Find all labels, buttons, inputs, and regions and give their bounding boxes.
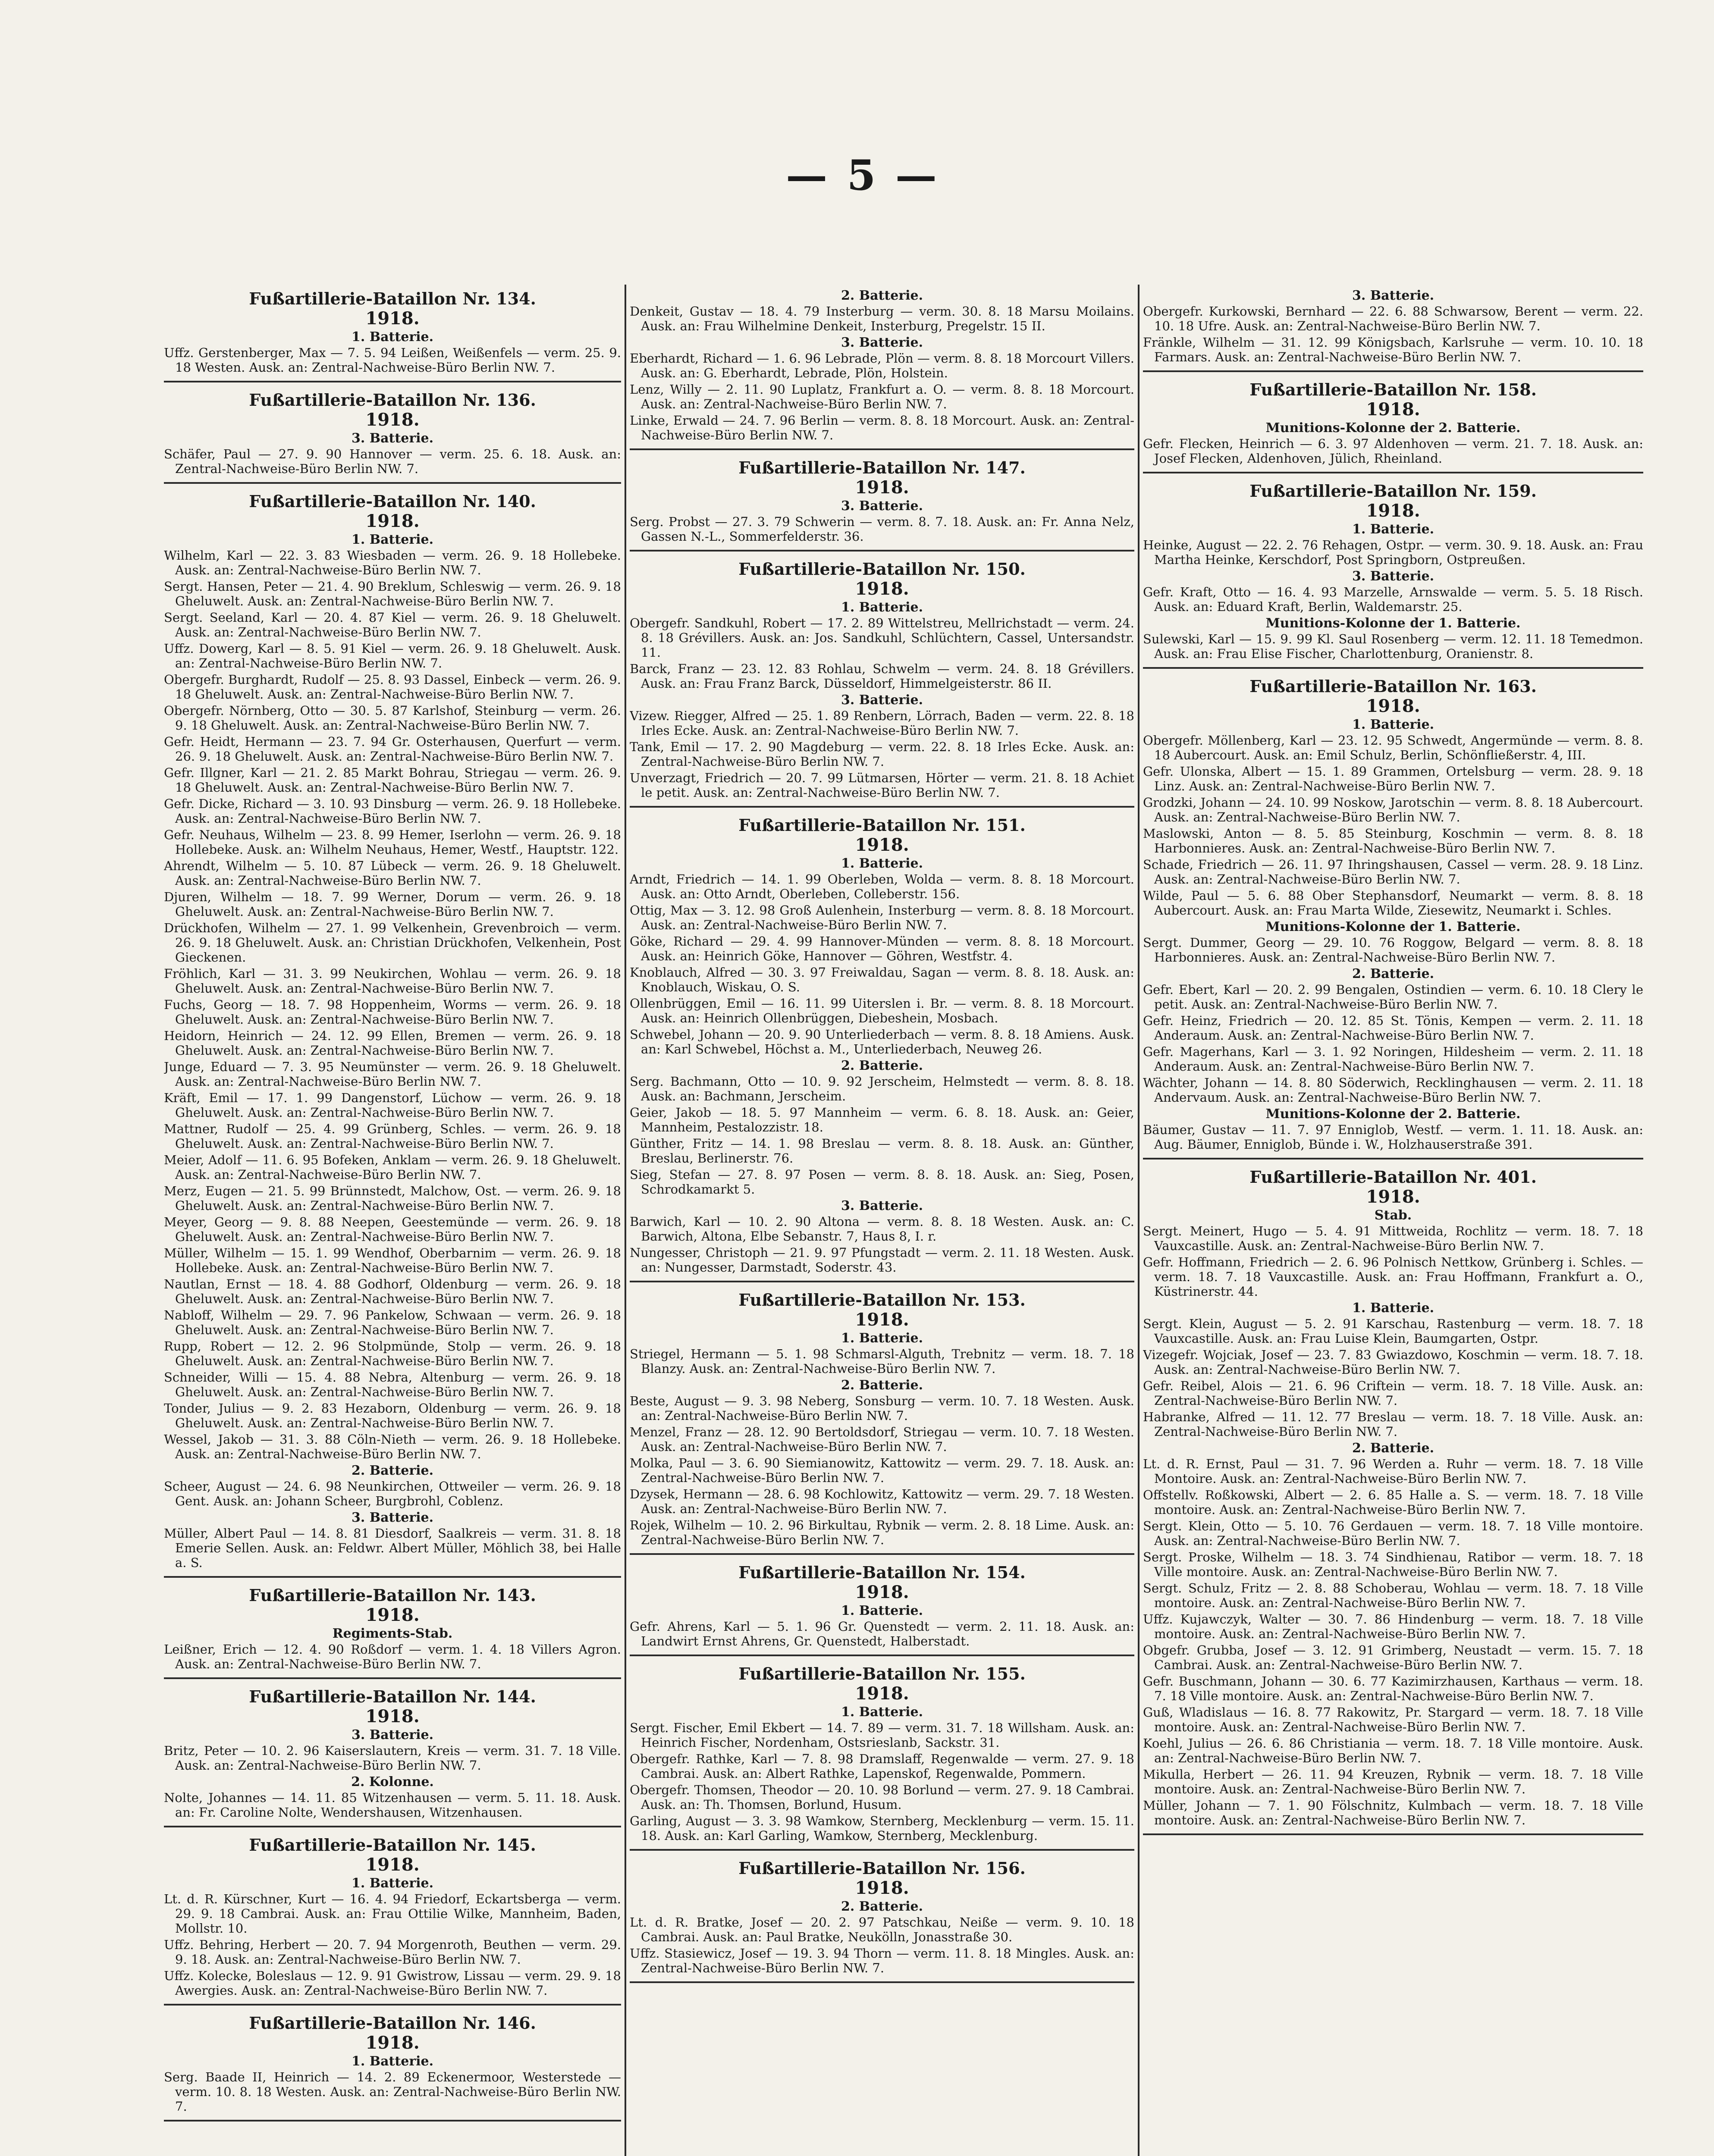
casualty-entry: Fränkle, Wilhelm — 31. 12. 99 Königsbach, Karlsruhe — verm. 10. 10. 18 Farmars. Ausk. an: Zentral-Nachweise-Büro Berlin NW. 7. — [1143, 335, 1643, 364]
casualty-entry: Maslowski, Anton — 8. 5. 85 Steinburg, Koschmin — verm. 8. 8. 18 Harbonnieres. Ausk. an: Zentral-Nachweise-Büro Berlin NW. 7. — [1143, 826, 1643, 856]
casualty-entry: Junge, Eduard — 7. 3. 95 Neumünster — verm. 26. 9. 18 Gheluwelt. Ausk. an: Zentral-Nachweise-Büro Berlin NW. 7. — [164, 1059, 621, 1089]
casualty-entry: Kräft, Emil — 17. 1. 99 Dangenstorf, Lüchow — verm. 26. 9. 18 Gheluwelt. Ausk. an: Zentral-Nachweise-Büro Berlin NW. 7. — [164, 1091, 621, 1120]
casualty-entry: Heinke, August — 22. 2. 76 Rehagen, Ostpr. — verm. 30. 9. 18. Ausk. an: Frau Martha Heinke, Kerschdorf, Post Springborn, Ostpreußen. — [1143, 538, 1643, 567]
casualty-entry: Serg. Baade II, Heinrich — 14. 2. 89 Eckenermoor, Westerstede — verm. 10. 8. 18 Westen. Ausk. an: Zentral-Nachweise-Büro Berlin NW. 7. — [164, 2070, 621, 2114]
battery-title: 2. Batterie. — [351, 1463, 434, 1478]
unit-year: 1918. — [365, 2033, 420, 2053]
unit-title: Fußartillerie-Bataillon Nr. 150. — [738, 559, 1026, 579]
battery-title: 3. Batterie. — [841, 693, 923, 708]
casualty-entry: Meier, Adolf — 11. 6. 95 Bofeken, Anklam — verm. 26. 9. 18 Gheluwelt. Ausk. an: Zentral-Nachweise-Büro Berlin NW. 7. — [164, 1153, 621, 1182]
casualty-entry: Obergefr. Rathke, Karl — 7. 8. 98 Dramslaff, Regenwalde — verm. 27. 9. 18 Cambrai. Ausk. an: Albert Rathke, Lapenskof, Regenwalde, Pommern. — [630, 1752, 1134, 1781]
unit-block — [164, 285, 621, 382]
unit-title: Fußartillerie-Bataillon Nr. 134. — [249, 289, 536, 308]
casualty-entry: Müller, Albert Paul — 14. 8. 81 Diesdorf, Saalkreis — verm. 31. 8. 18 Emerie Sellen. Ausk. an: Feldwr. Albert Müller, Möhlich 38, bei Halle a. S. — [164, 1526, 621, 1570]
unit-year: 1918. — [855, 1582, 909, 1602]
casualty-entry: Rojek, Wilhelm — 10. 2. 96 Birkultau, Rybnik — verm. 2. 8. 18 Lime. Ausk. an: Zentral-Nachweise-Büro Berlin NW. 7. — [630, 1518, 1134, 1547]
casualty-entry: Sergt. Schulz, Fritz — 2. 8. 88 Schoberau, Wohlau — verm. 18. 7. 18 Ville montoire. Ausk. an: Zentral-Nachweise-Büro Berlin NW. 7. — [1143, 1581, 1643, 1610]
casualty-entry: Eberhardt, Richard — 1. 6. 96 Lebrade, Plön — verm. 8. 8. 18 Morcourt Villers. Ausk. an: G. Eberhardt, Lebrade, Plön, Holstein. — [630, 351, 1134, 380]
casualty-entry: Gefr. Neuhaus, Wilhelm — 23. 8. 99 Hemer, Iserlohn — verm. 26. 9. 18 Hollebeke. Ausk. an: Wilhelm Neuhaus, Hemer, Westf., Hauptstr. 122. — [164, 827, 621, 857]
casualty-entry: Sergt. Fischer, Emil Ekbert — 14. 7. 89 — verm. 31. 7. 18 Willsham. Ausk. an: Heinrich Fischer, Nordenham, Ostsrieslanb, Sackstr. 31. — [630, 1720, 1134, 1750]
casualty-entry: Schneider, Willi — 15. 4. 88 Nebra, Altenburg — verm. 26. 9. 18 Gheluwelt. Ausk. an: Zentral-Nachweise-Büro Berlin NW. 7. — [164, 1370, 621, 1399]
casualty-entry: Nautlan, Ernst — 18. 4. 88 Godhorf, Oldenburg — verm. 26. 9. 18 Gheluwelt. Ausk. an: Zentral-Nachweise-Büro Berlin NW. 7. — [164, 1277, 621, 1306]
casualty-entry: Linke, Erwald — 24. 7. 96 Berlin — verm. 8. 8. 18 Morcourt. Ausk. an: Zentral-Nachweise-Büro Berlin NW. 7. — [630, 413, 1134, 442]
casualty-entry: Lt. d. R. Kürschner, Kurt — 16. 4. 94 Friedorf, Eckartsberga — verm. 29. 9. 18 Cambrai. Ausk. an: Frau Ottilie Wilke, Mannheim, Baden, Mollstr. 10. — [164, 1892, 621, 1936]
casualty-entry: Barwich, Karl — 10. 2. 90 Altona — verm. 8. 8. 18 Westen. Ausk. an: C. Barwich, Altona, Elbe Sebanstr. 7, Haus 8, I. r. — [630, 1214, 1134, 1244]
casualty-entry: Obgefr. Grubba, Josef — 3. 12. 91 Grimberg, Neustadt — verm. 15. 7. 18 Cambrai. Ausk. an: Zentral-Nachweise-Büro Berlin NW. 7. — [1143, 1643, 1643, 1672]
unit-year: 1918. — [1366, 399, 1420, 420]
casualty-entry: Uffz. Behring, Herbert — 20. 7. 94 Morgenroth, Beuthen — verm. 29. 9. 18. Ausk. an: Zentral-Nachweise-Büro Berlin NW. 7. — [164, 1937, 621, 1967]
battery-title: 1. Batterie. — [1352, 522, 1435, 537]
unit-year: 1918. — [365, 1706, 420, 1727]
page-number: — 5 — — [786, 151, 939, 200]
battery-title: 1. Batterie. — [841, 856, 923, 871]
unit-block — [164, 386, 621, 484]
casualty-entry: Tank, Emil — 17. 2. 90 Magdeburg — verm. 22. 8. 18 Irles Ecke. Ausk. an: Zentral-Nachweise-Büro Berlin NW. 7. — [630, 740, 1134, 769]
battery-title: 2. Kolonne. — [351, 1774, 434, 1789]
casualty-entry: Garling, August — 3. 3. 98 Wamkow, Sternberg, Mecklenburg — verm. 15. 11. 18. Ausk. an: Karl Garling, Wamkow, Sternberg, Mecklenburg. — [630, 1814, 1134, 1843]
casualty-entry: Obergefr. Möllenberg, Karl — 23. 12. 95 Schwedt, Angermünde — verm. 8. 8. 18 Aubercourt. Ausk. an: Emil Schulz, Berlin, Schönfließerstr. 4, III. — [1143, 733, 1643, 762]
casualty-entry: Gefr. Ebert, Karl — 20. 2. 99 Bengalen, Ostindien — verm. 6. 10. 18 Clery le petit. Ausk. an: Zentral-Nachweise-Büro Berlin NW. 7. — [1143, 982, 1643, 1012]
unit-block — [1143, 285, 1643, 372]
unit-year: 1918. — [365, 410, 420, 430]
casualty-entry: Koehl, Julius — 26. 6. 86 Christiania — verm. 18. 7. 18 Ville montoire. Ausk. an: Zentral-Nachweise-Büro Berlin NW. 7. — [1143, 1736, 1643, 1765]
unit-year: 1918. — [855, 1878, 909, 1898]
casualty-entry: Gefr. Ulonska, Albert — 15. 1. 89 Grammen, Ortelsburg — verm. 28. 9. 18 Linz. Ausk. an: Zentral-Nachweise-Büro Berlin NW. 7. — [1143, 764, 1643, 793]
battery-title: 1. Batterie. — [841, 600, 923, 615]
casualty-entry: Gefr. Heidt, Hermann — 23. 7. 94 Gr. Osterhausen, Querfurt — verm. 26. 9. 18 Gheluwelt. Ausk. an: Zentral-Nachweise-Büro Berlin NW. 7. — [164, 734, 621, 764]
unit-title: Fußartillerie-Bataillon Nr. 401. — [1249, 1167, 1537, 1187]
unit-block — [630, 1660, 1134, 1851]
casualty-entry: Sergt. Klein, Otto — 5. 10. 76 Gerdauen — verm. 18. 7. 18 Ville montoire. Ausk. an: Zentral-Nachweise-Büro Berlin NW. 7. — [1143, 1519, 1643, 1548]
casualty-entry: Geier, Jakob — 18. 5. 97 Mannheim — verm. 6. 8. 18. Ausk. an: Geier, Mannheim, Pestalozzistr. 18. — [630, 1105, 1134, 1134]
battery-title: 3. Batterie. — [1352, 288, 1435, 303]
casualty-entry: Gefr. Dicke, Richard — 3. 10. 93 Dinsburg — verm. 26. 9. 18 Hollebeke. Ausk. an: Zentral-Nachweise-Büro Berlin NW. 7. — [164, 796, 621, 826]
casualty-entry: Sergt. Meinert, Hugo — 5. 4. 91 Mittweida, Rochlitz — verm. 18. 7. 18 Vauxcastille. Ausk. an: Zentral-Nachweise-Büro Berlin NW. 7. — [1143, 1224, 1643, 1253]
casualty-entry: Molka, Paul — 3. 6. 90 Siemianowitz, Kattowitz — verm. 29. 7. 18. Ausk. an: Zentral-Nachweise-Büro Berlin NW. 7. — [630, 1456, 1134, 1485]
casualty-entry: Uffz. Dowerg, Karl — 8. 5. 91 Kiel — verm. 26. 9. 18 Gheluwelt. Ausk. an: Zentral-Nachweise-Büro Berlin NW. 7. — [164, 641, 621, 671]
unit-year: 1918. — [365, 511, 420, 531]
unit-year: 1918. — [365, 1855, 420, 1875]
casualty-entry: Serg. Bachmann, Otto — 10. 9. 92 Jerscheim, Helmstedt — verm. 8. 8. 18. Ausk. an: Bachmann, Jerscheim. — [630, 1074, 1134, 1103]
casualty-entry: Lt. d. R. Ernst, Paul — 31. 7. 96 Werden a. Ruhr — verm. 18. 7. 18 Ville Montoire. Ausk. an: Zentral-Nachweise-Büro Berlin NW. 7. — [1143, 1457, 1643, 1486]
battery-title: 3. Batterie. — [841, 335, 923, 350]
casualty-entry: Günther, Fritz — 14. 1. 98 Breslau — verm. 8. 8. 18. Ausk. an: Günther, Breslau, Berlinerstr. 76. — [630, 1136, 1134, 1166]
battery-title: 1. Batterie. — [841, 1331, 923, 1346]
casualty-entry: Wilde, Paul — 5. 6. 88 Ober Stephansdorf, Neumarkt — verm. 8. 8. 18 Aubercourt. Ausk. an: Frau Marta Wilde, Ziesewitz, Neumarkt i. Schles. — [1143, 888, 1643, 918]
unit-year: 1918. — [365, 308, 420, 329]
casualty-entry: Scheer, August — 24. 6. 98 Neunkirchen, Ottweiler — verm. 26. 9. 18 Gent. Ausk. an: Johann Scheer, Burgbrohl, Coblenz. — [164, 1479, 621, 1508]
unit-year: 1918. — [1366, 1187, 1420, 1207]
battery-title: 1. Batterie. — [1352, 1300, 1435, 1316]
casualty-entry: Lenz, Willy — 2. 11. 90 Luplatz, Frankfurt a. O. — verm. 8. 8. 18 Morcourt. Ausk. an: Zentral-Nachweise-Büro Berlin NW. 7. — [630, 382, 1134, 411]
casualty-entry: Gefr. Buschmann, Johann — 30. 6. 77 Kazimirzhausen, Karthaus — verm. 18. 7. 18 Ville montoire. Ausk. an: Zentral-Nachweise-Büro Berlin NW. 7. — [1143, 1674, 1643, 1703]
unit-block — [630, 285, 1134, 450]
document-page — [69, 86, 1648, 2156]
unit-title: Fußartillerie-Bataillon Nr. 156. — [738, 1858, 1026, 1878]
column-divider — [625, 285, 626, 2156]
casualty-entry: Schade, Friedrich — 26. 11. 97 Ihringshausen, Cassel — verm. 28. 9. 18 Linz. Ausk. an: Zentral-Nachweise-Büro Berlin NW. 7. — [1143, 857, 1643, 887]
casualty-entry: Wilhelm, Karl — 22. 3. 83 Wiesbaden — verm. 26. 9. 18 Hollebeke. Ausk. an: Zentral-Nachweise-Büro Berlin NW. 7. — [164, 548, 621, 577]
unit-block — [630, 555, 1134, 808]
casualty-entry: Gefr. Illgner, Karl — 21. 2. 85 Markt Bohrau, Striegau — verm. 26. 9. 18 Gheluwelt. Ausk. an: Zentral-Nachweise-Büro Berlin NW. 7. — [164, 765, 621, 795]
unit-block — [630, 1854, 1134, 1983]
battery-title: 3. Batterie. — [841, 1198, 923, 1213]
casualty-entry: Obergefr. Nörnberg, Otto — 30. 5. 87 Karlshof, Steinburg — verm. 26. 9. 18 Gheluwelt. Ausk. an: Zentral-Nachweise-Büro Berlin NW. 7. — [164, 703, 621, 733]
unit-title: Fußartillerie-Bataillon Nr. 136. — [249, 390, 536, 410]
battery-title: Munitions-Kolonne der 2. Batterie. — [1265, 420, 1521, 436]
casualty-entry: Menzel, Franz — 28. 12. 90 Bertoldsdorf, Striegau — verm. 10. 7. 18 Westen. Ausk. an: Zentral-Nachweise-Büro Berlin NW. 7. — [630, 1425, 1134, 1454]
casualty-entry: Uffz. Kolecke, Boleslaus — 12. 9. 91 Gwistrow, Lissau — verm. 29. 9. 18 Awergies. Ausk. an: Zentral-Nachweise-Büro Berlin NW. 7. — [164, 1968, 621, 1998]
battery-title: 3. Batterie. — [351, 1727, 434, 1742]
casualty-entry: Drückhofen, Wilhelm — 27. 1. 99 Velkenhein, Grevenbroich — verm. 26. 9. 18 Gheluwelt. Ausk. an: Christian Drückhofen, Velkenhein, Post Gieckenen. — [164, 921, 621, 965]
unit-year: 1918. — [855, 579, 909, 599]
battery-title: 3. Batterie. — [1352, 569, 1435, 584]
unit-title: Fußartillerie-Bataillon Nr. 154. — [738, 1563, 1026, 1582]
casualty-entry: Dzysek, Hermann — 28. 6. 98 Kochlowitz, Kattowitz — verm. 29. 7. 18 Westen. Ausk. an: Zentral-Nachweise-Büro Berlin NW. 7. — [630, 1487, 1134, 1516]
unit-title: Fußartillerie-Bataillon Nr. 147. — [738, 458, 1026, 477]
casualty-entry: Gefr. Ahrens, Karl — 5. 1. 96 Gr. Quenstedt — verm. 2. 11. 18. Ausk. an: Landwirt Ernst Ahrens, Gr. Quenstedt, Halberstadt. — [630, 1619, 1134, 1648]
unit-title: Fußartillerie-Bataillon Nr. 144. — [249, 1687, 536, 1706]
battery-title: 1. Batterie. — [351, 532, 434, 547]
unit-block — [630, 811, 1134, 1282]
battery-title: 1. Batterie. — [841, 1603, 923, 1618]
casualty-entry: Bäumer, Gustav — 11. 7. 97 Enniglob, Westf. — verm. 1. 11. 18. Ausk. an: Aug. Bäumer, Enniglob, Bünde i. W., Holzhauserstraße 391. — [1143, 1122, 1643, 1152]
casualty-entry: Ottig, Max — 3. 12. 98 Groß Aulenhein, Insterburg — verm. 8. 8. 18 Morcourt. Ausk. an: Zentral-Nachweise-Büro Berlin NW. 7. — [630, 903, 1134, 932]
casualty-entry: Sergt. Seeland, Karl — 20. 4. 87 Kiel — verm. 26. 9. 18 Gheluwelt. Ausk. an: Zentral-Nachweise-Büro Berlin NW. 7. — [164, 610, 621, 639]
casualty-entry: Müller, Johann — 7. 1. 90 Fölschnitz, Kulmbach — verm. 18. 7. 18 Ville montoire. Ausk. an: Zentral-Nachweise-Büro Berlin NW. 7. — [1143, 1798, 1643, 1827]
unit-block — [630, 1558, 1134, 1656]
casualty-entry: Arndt, Friedrich — 14. 1. 99 Oberleben, Wolda — verm. 8. 8. 18 Morcourt. Ausk. an: Otto Arndt, Oberleben, Colleberstr. 156. — [630, 872, 1134, 901]
battery-title: 1. Batterie. — [1352, 717, 1435, 732]
casualty-entry: Offstellv. Roßkowski, Albert — 2. 6. 85 Halle a. S. — verm. 18. 7. 18 Ville montoire. Ausk. an: Zentral-Nachweise-Büro Berlin NW. 7. — [1143, 1488, 1643, 1517]
casualty-entry: Obergefr. Thomsen, Theodor — 20. 10. 98 Borlund — verm. 27. 9. 18 Cambrai. Ausk. an: Th. Thomsen, Borlund, Husum. — [630, 1783, 1134, 1812]
battery-title: 3. Batterie. — [351, 1510, 434, 1525]
battery-title: 1. Batterie. — [351, 329, 434, 345]
unit-title: Fußartillerie-Bataillon Nr. 163. — [1249, 677, 1537, 696]
unit-title: Fußartillerie-Bataillon Nr. 155. — [738, 1664, 1026, 1683]
casualty-entry: Grodzki, Johann — 24. 10. 99 Noskow, Jarotschin — verm. 8. 8. 18 Aubercourt. Ausk. an: Zentral-Nachweise-Büro Berlin NW. 7. — [1143, 795, 1643, 824]
casualty-entry: Denkeit, Gustav — 18. 4. 79 Insterburg — verm. 30. 8. 18 Marsu Moilains. Ausk. an: Frau Wilhelmine Denkeit, Insterburg, Pregelstr. 15 II. — [630, 304, 1134, 333]
casualty-entry: Obergefr. Sandkuhl, Robert — 17. 2. 89 Wittelstreu, Mellrichstadt — verm. 24. 8. 18 Grévillers. Ausk. an: Jos. Sandkuhl, Schlüchtern, Cassel, Untersandstr. 11. — [630, 616, 1134, 660]
unit-year: 1918. — [855, 835, 909, 855]
casualty-entry: Fröhlich, Karl — 31. 3. 99 Neukirchen, Wohlau — verm. 26. 9. 18 Gheluwelt. Ausk. an: Zentral-Nachweise-Büro Berlin NW. 7. — [164, 966, 621, 996]
unit-block — [164, 1581, 621, 1679]
casualty-entry: Gefr. Hoffmann, Friedrich — 2. 6. 96 Polnisch Nettkow, Grünberg i. Schles. — verm. 18. 7. 18 Vauxcastille. Ausk. an: Frau Hoffmann, Frankfurt a. O., Küstrinerstr. 44. — [1143, 1255, 1643, 1299]
casualty-entry: Schäfer, Paul — 27. 9. 90 Hannover — verm. 25. 6. 18. Ausk. an: Zentral-Nachweise-Büro Berlin NW. 7. — [164, 447, 621, 476]
battery-title: Stab. — [1374, 1208, 1412, 1223]
casualty-entry: Meyer, Georg — 9. 8. 88 Neepen, Geestemünde — verm. 26. 9. 18 Gheluwelt. Ausk. an: Zentral-Nachweise-Büro Berlin NW. 7. — [164, 1215, 621, 1244]
casualty-entry: Gefr. Heinz, Friedrich — 20. 12. 85 St. Tönis, Kempen — verm. 2. 11. 18 Anderaum. Ausk. an: Zentral-Nachweise-Büro Berlin NW. 7. — [1143, 1013, 1643, 1043]
unit-year: 1918. — [855, 1683, 909, 1704]
battery-title: Munitions-Kolonne der 1. Batterie. — [1265, 616, 1521, 631]
unit-block — [630, 1286, 1134, 1555]
casualty-entry: Unverzagt, Friedrich — 20. 7. 99 Lütmarsen, Hörter — verm. 21. 8. 18 Achiet le petit. Ausk. an: Zentral-Nachweise-Büro Berlin NW. 7. — [630, 771, 1134, 800]
unit-title: Fußartillerie-Bataillon Nr. 145. — [249, 1835, 536, 1855]
unit-year: 1918. — [855, 477, 909, 498]
casualty-entry: Sergt. Dummer, Georg — 29. 10. 76 Roggow, Belgard — verm. 8. 8. 18 Harbonnieres. Ausk. an: Zentral-Nachweise-Büro Berlin NW. 7. — [1143, 935, 1643, 965]
casualty-entry: Sergt. Proske, Wilhelm — 18. 3. 74 Sindhienau, Ratibor — verm. 18. 7. 18 Ville montoire. Ausk. an: Zentral-Nachweise-Büro Berlin NW. 7. — [1143, 1550, 1643, 1579]
casualty-entry: Tonder, Julius — 9. 2. 83 Hezaborn, Oldenburg — verm. 26. 9. 18 Gheluwelt. Ausk. an: Zentral-Nachweise-Büro Berlin NW. 7. — [164, 1401, 621, 1430]
unit-block — [164, 487, 621, 1578]
casualty-entry: Müller, Wilhelm — 15. 1. 99 Wendhof, Oberbarnim — verm. 26. 9. 18 Hollebeke. Ausk. an: Zentral-Nachweise-Büro Berlin NW. 7. — [164, 1246, 621, 1275]
casualty-entry: Gefr. Flecken, Heinrich — 6. 3. 97 Aldenhoven — verm. 21. 7. 18. Ausk. an: Josef Flecken, Aldenhoven, Jülich, Rheinland. — [1143, 436, 1643, 466]
casualty-entry: Lt. d. R. Bratke, Josef — 20. 2. 97 Patschkau, Neiße — verm. 9. 10. 18 Cambrai. Ausk. an: Paul Bratke, Neukölln, Jonasstraße 30. — [630, 1915, 1134, 1944]
casualty-entry: Ollenbrüggen, Emil — 16. 11. 99 Uiterslen i. Br. — verm. 8. 8. 18 Morcourt. Ausk. an: Heinrich Ollenbrüggen, Diebeshein, Mosbach. — [630, 996, 1134, 1025]
casualty-entry: Nolte, Johannes — 14. 11. 85 Witzenhausen — verm. 5. 11. 18. Ausk. an: Fr. Caroline Nolte, Wendershausen, Witzenhausen. — [164, 1790, 621, 1820]
unit-title: Fußartillerie-Bataillon Nr. 158. — [1249, 380, 1537, 399]
unit-block — [1143, 672, 1643, 1159]
casualty-entry: Striegel, Hermann — 5. 1. 98 Schmarsl-Alguth, Trebnitz — verm. 18. 7. 18 Blanzy. Ausk. an: Zentral-Nachweise-Büro Berlin NW. 7. — [630, 1347, 1134, 1376]
unit-title: Fußartillerie-Bataillon Nr. 159. — [1249, 481, 1537, 501]
unit-block — [630, 454, 1134, 552]
casualty-entry: Sulewski, Karl — 15. 9. 99 Kl. Saul Rosenberg — verm. 12. 11. 18 Temedmon. Ausk. an: Frau Elise Fischer, Charlottenburg, Oranienstr. 8. — [1143, 632, 1643, 661]
casualty-entry: Uffz. Kujawczyk, Walter — 30. 7. 86 Hindenburg — verm. 18. 7. 18 Ville montoire. Ausk. an: Zentral-Nachweise-Büro Berlin NW. 7. — [1143, 1612, 1643, 1641]
column-3 — [1143, 285, 1643, 2156]
unit-block — [1143, 376, 1643, 473]
casualty-entry: Obergefr. Kurkowski, Bernhard — 22. 6. 88 Schwarsow, Berent — verm. 22. 10. 18 Ufre. Ausk. an: Zentral-Nachweise-Büro Berlin NW. 7. — [1143, 304, 1643, 333]
column-2 — [630, 285, 1134, 2156]
casualty-entry: Guß, Wladislaus — 16. 8. 77 Rakowitz, Pr. Stargard — verm. 18. 7. 18 Ville montoire. Ausk. an: Zentral-Nachweise-Büro Berlin NW. 7. — [1143, 1705, 1643, 1734]
battery-title: Munitions-Kolonne der 1. Batterie. — [1265, 919, 1521, 934]
casualty-entry: Nungesser, Christoph — 21. 9. 97 Pfungstadt — verm. 2. 11. 18 Westen. Ausk. an: Nungesser, Darmstadt, Soderstr. 43. — [630, 1245, 1134, 1275]
casualty-entry: Göke, Richard — 29. 4. 99 Hannover-Münden — verm. 8. 8. 18 Morcourt. Ausk. an: Heinrich Göke, Hannover — Göhren, Westfstr. 4. — [630, 934, 1134, 963]
casualty-entry: Rupp, Robert — 12. 2. 96 Stolpmünde, Stolp — verm. 26. 9. 18 Gheluwelt. Ausk. an: Zentral-Nachweise-Büro Berlin NW. 7. — [164, 1339, 621, 1368]
unit-block — [1143, 477, 1643, 669]
casualty-entry: Sieg, Stefan — 27. 8. 97 Posen — verm. 8. 8. 18. Ausk. an: Sieg, Posen, Schrodkamarkt 5. — [630, 1167, 1134, 1197]
casualty-entry: Britz, Peter — 10. 2. 96 Kaiserslautern, Kreis — verm. 31. 7. 18 Ville. Ausk. an: Zentral-Nachweise-Büro Berlin NW. 7. — [164, 1743, 621, 1773]
casualty-entry: Gefr. Reibel, Alois — 21. 6. 96 Criftein — verm. 18. 7. 18 Ville. Ausk. an: Zentral-Nachweise-Büro Berlin NW. 7. — [1143, 1379, 1643, 1408]
unit-block — [1143, 1163, 1643, 1835]
battery-title: Munitions-Kolonne der 2. Batterie. — [1265, 1106, 1521, 1122]
casualty-entry: Heidorn, Heinrich — 24. 12. 99 Ellen, Bremen — verm. 26. 9. 18 Gheluwelt. Ausk. an: Zentral-Nachweise-Büro Berlin NW. 7. — [164, 1028, 621, 1058]
casualty-entry: Beste, August — 9. 3. 98 Neberg, Sonsburg — verm. 10. 7. 18 Westen. Ausk. an: Zentral-Nachweise-Büro Berlin NW. 7. — [630, 1394, 1134, 1423]
unit-year: 1918. — [365, 1605, 420, 1625]
casualty-entry: Mattner, Rudolf — 25. 4. 99 Grünberg, Schles. — verm. 26. 9. 18 Gheluwelt. Ausk. an: Zentral-Nachweise-Büro Berlin NW. 7. — [164, 1122, 621, 1151]
unit-title: Fußartillerie-Bataillon Nr. 143. — [249, 1586, 536, 1605]
casualty-entry: Vizew. Riegger, Alfred — 25. 1. 89 Renbern, Lörrach, Baden — verm. 22. 8. 18 Irles Ecke. Ausk. an: Zentral-Nachweise-Büro Berlin NW. 7. — [630, 708, 1134, 738]
casualty-entry: Uffz. Stasiewicz, Josef — 19. 3. 94 Thorn — verm. 11. 8. 18 Mingles. Ausk. an: Zentral-Nachweise-Büro Berlin NW. 7. — [630, 1946, 1134, 1975]
casualty-entry: Wächter, Johann — 14. 8. 80 Söderwich, Recklinghausen — verm. 2. 11. 18 Andervaum. Ausk. an: Zentral-Nachweise-Büro Berlin NW. 7. — [1143, 1075, 1643, 1105]
casualty-entry: Habranke, Alfred — 11. 12. 77 Breslau — verm. 18. 7. 18 Ville. Ausk. an: Zentral-Nachweise-Büro Berlin NW. 7. — [1143, 1410, 1643, 1439]
casualty-entry: Schwebel, Johann — 20. 9. 90 Unterliederbach — verm. 8. 8. 18 Amiens. Ausk. an: Karl Schwebel, Höchst a. M., Unterliederbach, Neuweg 26. — [630, 1027, 1134, 1056]
unit-block — [164, 2009, 621, 2122]
battery-title: 1. Batterie. — [351, 2054, 434, 2069]
unit-year: 1918. — [1366, 696, 1420, 716]
unit-block — [164, 1831, 621, 2006]
casualty-entry: Fuchs, Georg — 18. 7. 98 Hoppenheim, Worms — verm. 26. 9. 18 Gheluwelt. Ausk. an: Zentral-Nachweise-Büro Berlin NW. 7. — [164, 997, 621, 1027]
casualty-entry: Gefr. Magerhans, Karl — 3. 1. 92 Noringen, Hildesheim — verm. 2. 11. 18 Anderaum. Ausk. an: Zentral-Nachweise-Büro Berlin NW. 7. — [1143, 1044, 1643, 1074]
unit-year: 1918. — [855, 1310, 909, 1330]
battery-title: 2. Batterie. — [841, 1058, 923, 1073]
unit-title: Fußartillerie-Bataillon Nr. 146. — [249, 2013, 536, 2033]
column-divider — [1138, 285, 1140, 2156]
battery-title: 1. Batterie. — [841, 1705, 923, 1720]
unit-block — [164, 1683, 621, 1827]
battery-title: 2. Batterie. — [841, 1378, 923, 1393]
casualty-entry: Vizegefr. Wojciak, Josef — 23. 7. 83 Gwiazdowo, Koschmin — verm. 18. 7. 18. Ausk. an: Zentral-Nachweise-Büro Berlin NW. 7. — [1143, 1348, 1643, 1377]
casualty-entry: Ahrendt, Wilhelm — 5. 10. 87 Lübeck — verm. 26. 9. 18 Gheluwelt. Ausk. an: Zentral-Nachweise-Büro Berlin NW. 7. — [164, 859, 621, 888]
unit-title: Fußartillerie-Bataillon Nr. 151. — [738, 815, 1026, 835]
battery-title: 2. Batterie. — [841, 1899, 923, 1914]
unit-title: Fußartillerie-Bataillon Nr. 153. — [738, 1290, 1026, 1310]
casualty-entry: Obergefr. Burghardt, Rudolf — 25. 8. 93 Dassel, Einbeck — verm. 26. 9. 18 Gheluwelt. Ausk. an: Zentral-Nachweise-Büro Berlin NW. 7. — [164, 672, 621, 702]
casualty-entry: Barck, Franz — 23. 12. 83 Rohlau, Schwelm — verm. 24. 8. 18 Grévillers. Ausk. an: Frau Franz Barck, Düsseldorf, Himmelgeisterstr. 86 II. — [630, 661, 1134, 691]
unit-title: Fußartillerie-Bataillon Nr. 140. — [249, 492, 536, 511]
battery-title: 2. Batterie. — [1352, 1441, 1435, 1456]
battery-title: Regiments-Stab. — [332, 1626, 453, 1641]
casualty-entry: Serg. Probst — 27. 3. 79 Schwerin — verm. 8. 7. 18. Ausk. an: Fr. Anna Nelz, Gassen N.-L., Sommerfelderstr. 36. — [630, 514, 1134, 544]
casualty-entry: Gefr. Kraft, Otto — 16. 4. 93 Marzelle, Arnswalde — verm. 5. 5. 18 Risch. Ausk. an: Eduard Kraft, Berlin, Waldemarstr. 25. — [1143, 585, 1643, 614]
casualty-entry: Uffz. Gerstenberger, Max — 7. 5. 94 Leißen, Weißenfels — verm. 25. 9. 18 Westen. Ausk. an: Zentral-Nachweise-Büro Berlin NW. 7. — [164, 345, 621, 375]
battery-title: 1. Batterie. — [351, 1876, 434, 1891]
battery-title: 3. Batterie. — [351, 431, 434, 446]
casualty-entry: Sergt. Hansen, Peter — 21. 4. 90 Breklum, Schleswig — verm. 26. 9. 18 Gheluwelt. Ausk. an: Zentral-Nachweise-Büro Berlin NW. 7. — [164, 579, 621, 608]
column-1 — [164, 285, 621, 2156]
unit-year: 1918. — [1366, 501, 1420, 521]
casualty-entry: Wessel, Jakob — 31. 3. 88 Cöln-Nieth — verm. 26. 9. 18 Hollebeke. Ausk. an: Zentral-Nachweise-Büro Berlin NW. 7. — [164, 1432, 621, 1461]
casualty-entry: Nabloff, Wilhelm — 29. 7. 96 Pankelow, Schwaan — verm. 26. 9. 18 Gheluwelt. Ausk. an: Zentral-Nachweise-Büro Berlin NW. 7. — [164, 1308, 621, 1337]
battery-title: 2. Batterie. — [841, 288, 923, 303]
casualty-entry: Leißner, Erich — 12. 4. 90 Roßdorf — verm. 1. 4. 18 Villers Agron. Ausk. an: Zentral-Nachweise-Büro Berlin NW. 7. — [164, 1642, 621, 1671]
battery-title: 2. Batterie. — [1352, 966, 1435, 981]
casualty-entry: Mikulla, Herbert — 26. 11. 94 Kreuzen, Rybnik — verm. 18. 7. 18 Ville montoire. Ausk. an: Zentral-Nachweise-Büro Berlin NW. 7. — [1143, 1767, 1643, 1796]
casualty-entry: Merz, Eugen — 21. 5. 99 Brünnstedt, Malchow, Ost. — verm. 26. 9. 18 Gheluwelt. Ausk. an: Zentral-Nachweise-Büro Berlin NW. 7. — [164, 1184, 621, 1213]
casualty-entry: Knoblauch, Alfred — 30. 3. 97 Freiwaldau, Sagan — verm. 8. 8. 18. Ausk. an: Knoblauch, Wiskau, O. S. — [630, 965, 1134, 994]
casualty-entry: Djuren, Wilhelm — 18. 7. 99 Werner, Dorum — verm. 26. 9. 18 Gheluwelt. Ausk. an: Zentral-Nachweise-Büro Berlin NW. 7. — [164, 890, 621, 919]
casualty-entry: Sergt. Klein, August — 5. 2. 91 Karschau, Rastenburg — verm. 18. 7. 18 Vauxcastille. Ausk. an: Frau Luise Klein, Baumgarten, Ostpr. — [1143, 1316, 1643, 1346]
battery-title: 3. Batterie. — [841, 498, 923, 514]
